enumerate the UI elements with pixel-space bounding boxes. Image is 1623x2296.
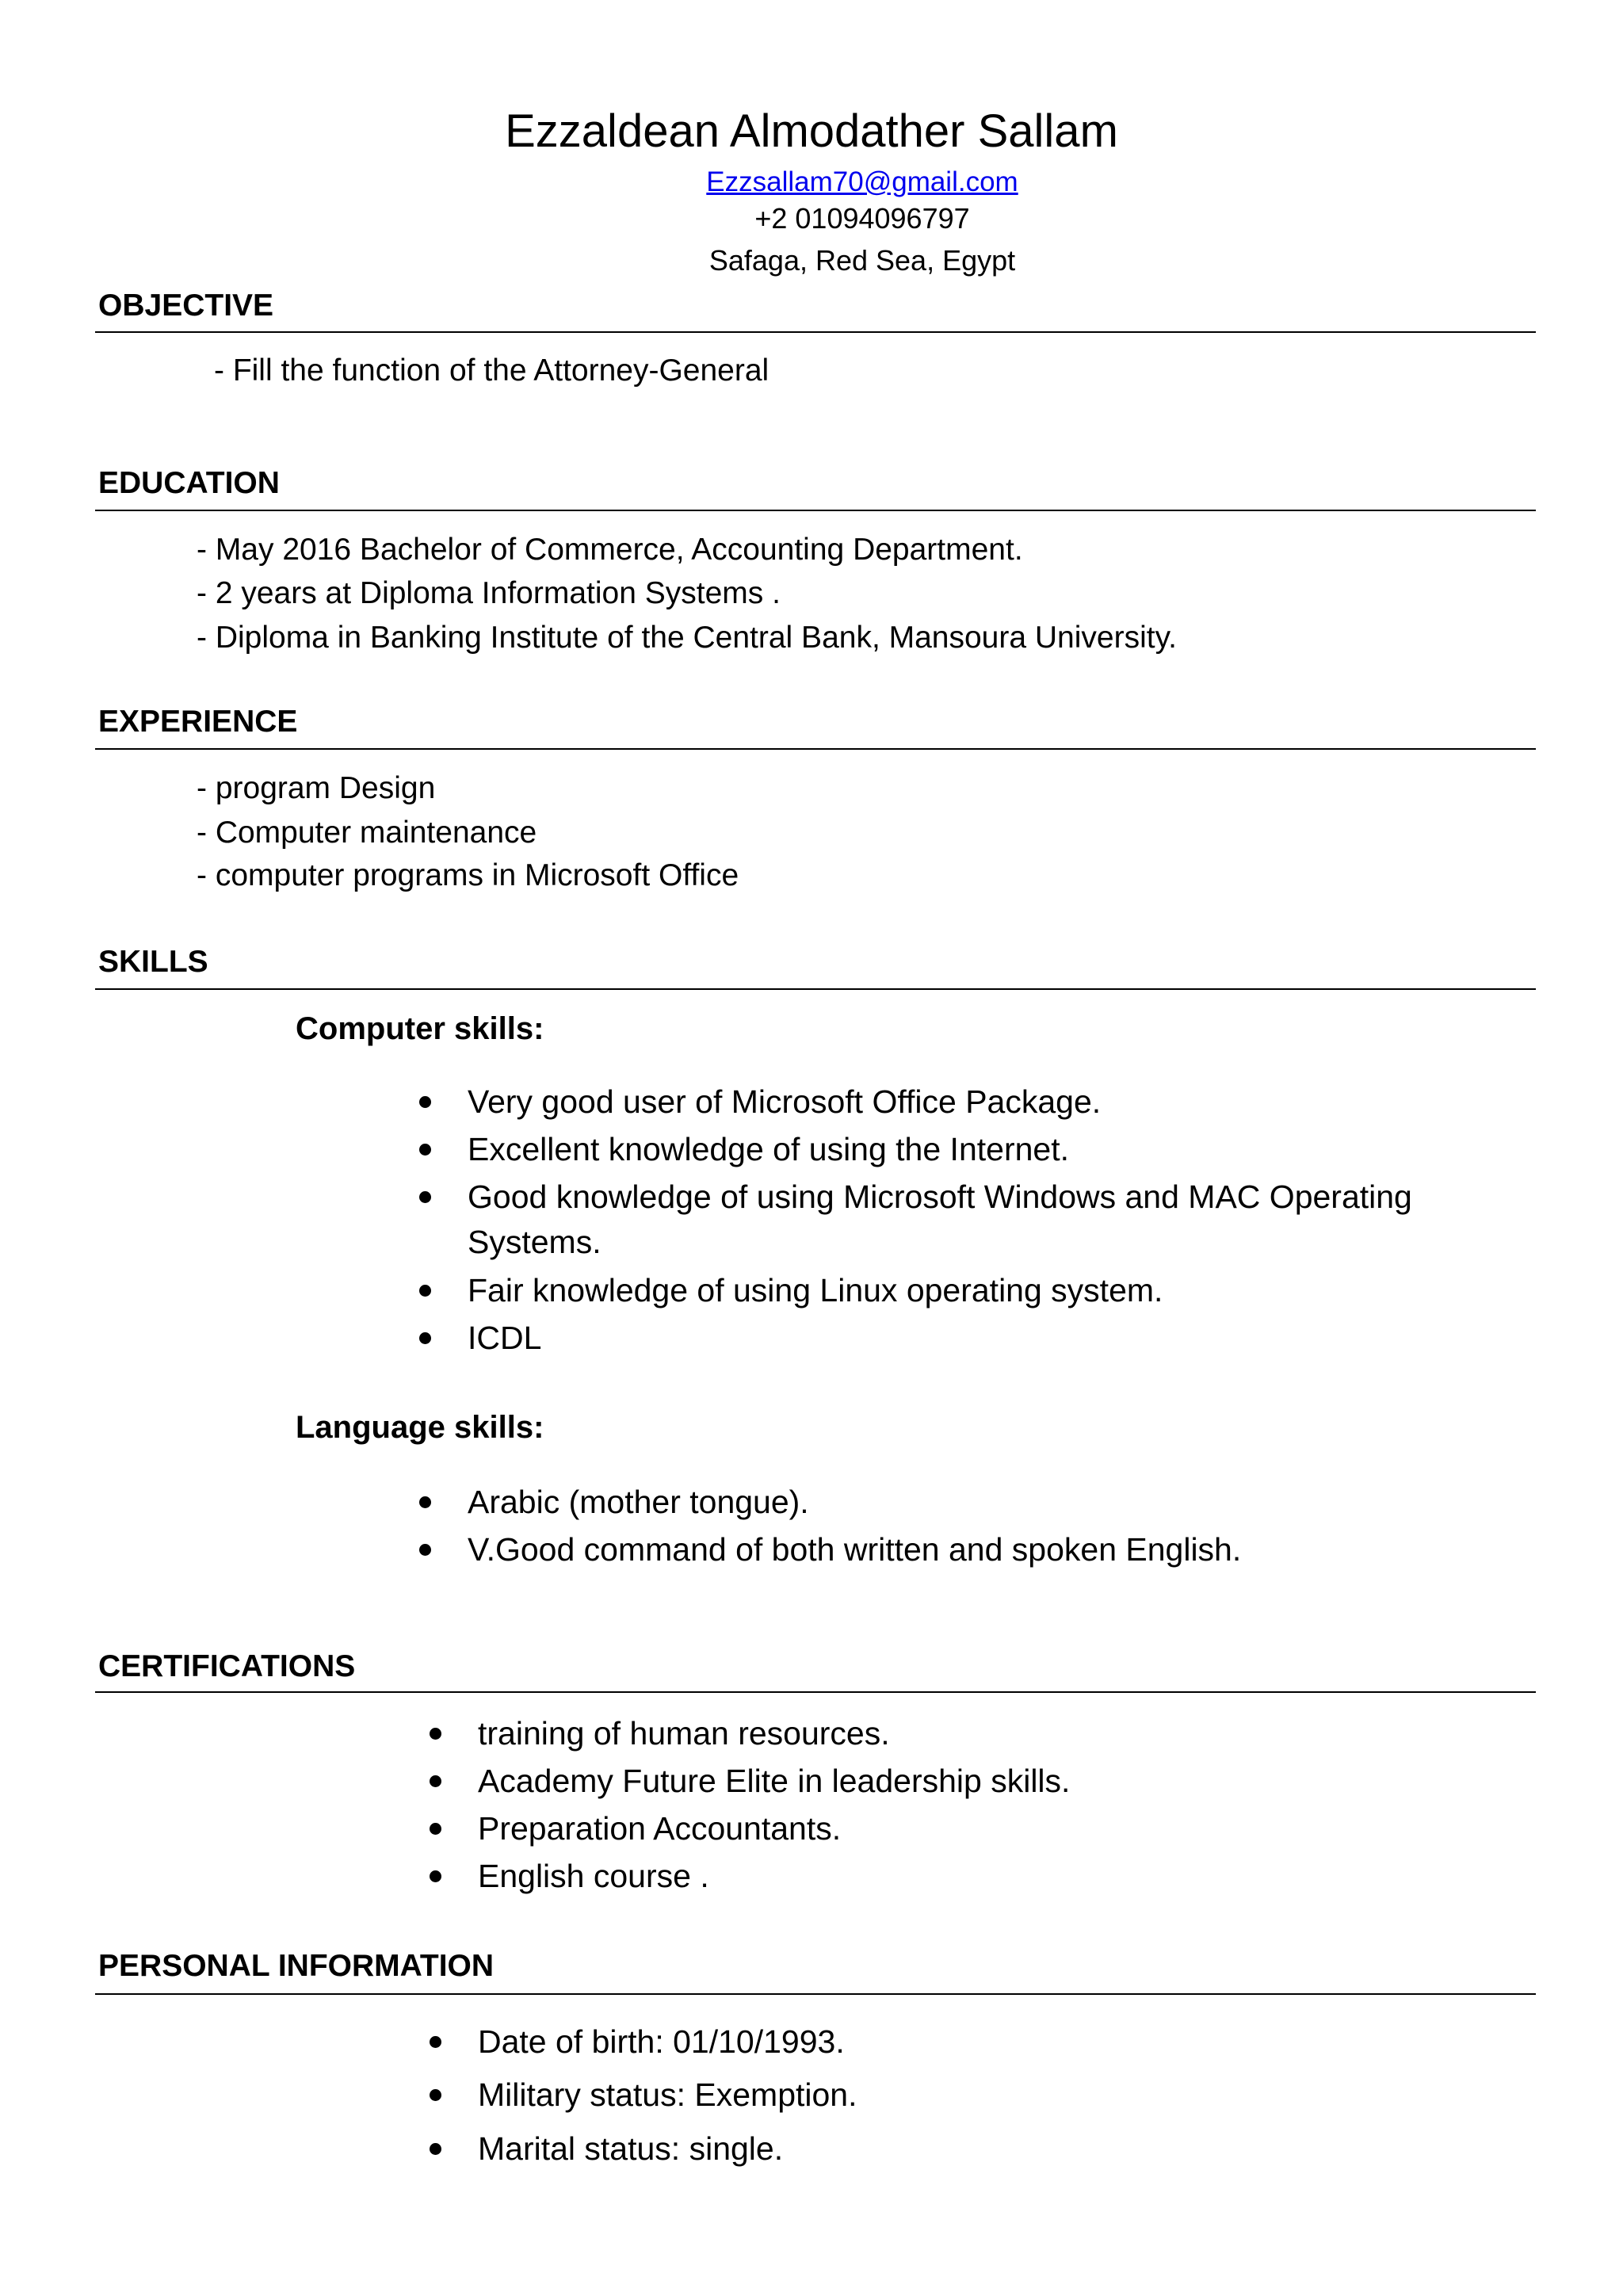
experience-heading: EXPERIENCE [98, 705, 298, 739]
bullet-dot-icon [430, 1728, 441, 1740]
email-link[interactable]: Ezzsallam70@gmail.com [706, 166, 1018, 197]
experience-divider [95, 748, 1536, 750]
education-heading: EDUCATION [98, 466, 280, 500]
experience-item: - Computer maintenance [197, 816, 537, 850]
bullet-dot-icon [419, 1544, 431, 1556]
certifications-divider [95, 1691, 1536, 1693]
education-item: - Diploma in Banking Institute of the Central Bank, Mansoura University. [197, 621, 1178, 655]
bullet-dot-icon [419, 1496, 431, 1508]
certifications-heading: CERTIFICATIONS [98, 1649, 356, 1683]
bullet-dot-icon [419, 1191, 431, 1203]
personal-info-heading: PERSONAL INFORMATION [98, 1949, 495, 1983]
bullet-dot-icon [430, 2089, 441, 2101]
resume-page: Ezzaldean Almodather Sallam Ezzsallam70@gmail.com +2 01094096797 Safaga, Red Sea, Egypt OBJECTIVE - Fill the function of the Attorney-General EDUCATION - May 2016 Bachelor of Commerce, Accounting Department. - 2 years at Diploma Information Systems . - Diploma in Banking Institute of the Central Bank, Mansoura University. EXPERIENCE - program Design - Computer maintenance - computer programs in Microsoft Office SKILLS Computer skills: Very good user of Microsoft Office Package. Excellent knowledge of using the Internet. Good knowledge of using Microsoft Windows and MAC Operating Systems. Fair knowledge of using Linux operating system. ICDL Language skills: Arabic (mother tongue). V.Good command of both written and spoken English. CERTIFICATIONS training of human resources. Academy Future Elite in leadership skills. Preparation Accountants. English course . PERSONAL INFORMATION Date of birth: 01/10/1993. Military status: Exemption. Marital status: single. [0, 0, 1623, 2296]
objective-item: - Fill the function of the Attorney-General [214, 353, 769, 388]
bullet-dot-icon [430, 2143, 441, 2155]
phone-number: +2 01094096797 [754, 202, 970, 235]
language-skills-heading: Language skills: [296, 1410, 544, 1445]
bullet-dot-icon [419, 1285, 431, 1297]
objective-heading: OBJECTIVE [98, 288, 274, 323]
candidate-name: Ezzaldean Almodather Sallam [505, 105, 1118, 157]
bullet-dot-icon [419, 1096, 431, 1108]
bullet-dot-icon [430, 2036, 441, 2048]
bullet-dot-icon [430, 1775, 441, 1787]
computer-skills-heading: Computer skills: [296, 1011, 544, 1046]
education-divider [95, 510, 1536, 511]
personal-info-divider [95, 1993, 1536, 1995]
experience-item: - program Design [197, 771, 436, 805]
bullet-dot-icon [419, 1332, 431, 1344]
skills-divider [95, 988, 1536, 990]
experience-item: - computer programs in Microsoft Office [197, 858, 739, 892]
bullet-dot-icon [430, 1870, 441, 1882]
location-text: Safaga, Red Sea, Egypt [708, 244, 1016, 277]
education-item: - 2 years at Diploma Information Systems . [197, 576, 781, 610]
skills-heading: SKILLS [98, 945, 208, 979]
education-item: - May 2016 Bachelor of Commerce, Accounting Department. [197, 533, 1023, 567]
objective-divider [95, 331, 1536, 333]
bullet-dot-icon [419, 1144, 431, 1156]
bullet-dot-icon [430, 1823, 441, 1835]
